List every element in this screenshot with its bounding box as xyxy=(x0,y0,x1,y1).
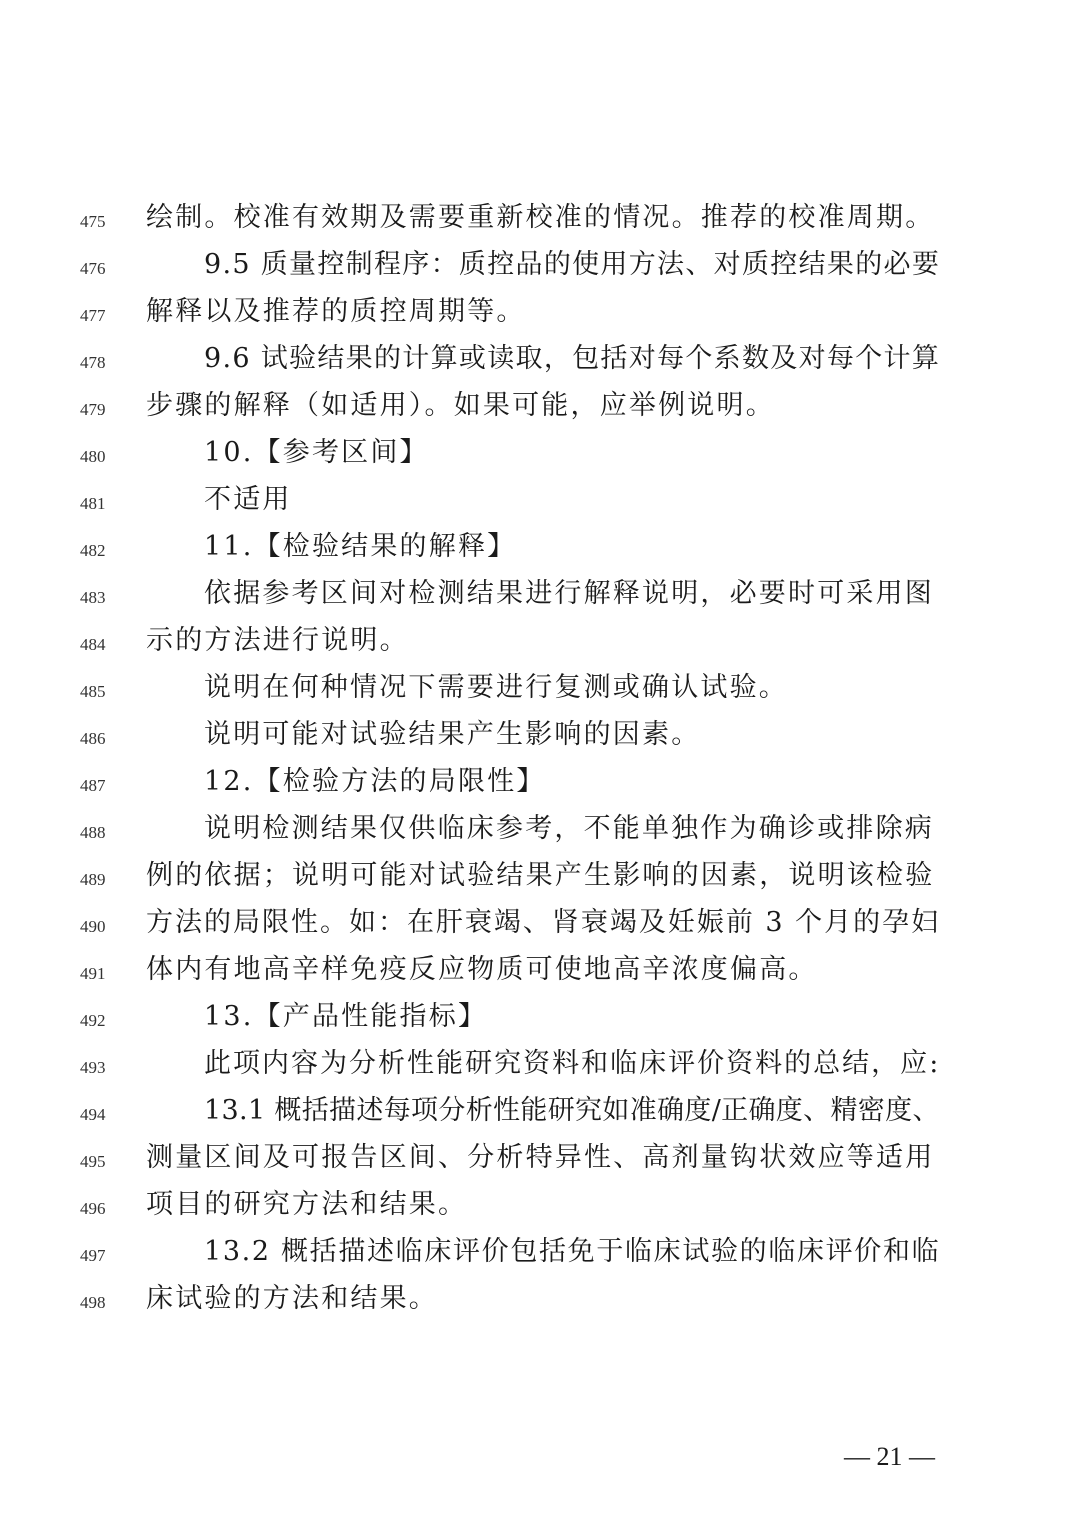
line-text: 10.【参考区间】 xyxy=(204,437,429,468)
text-line xyxy=(0,386,1080,426)
text-line xyxy=(0,856,1080,896)
line-number: 479 xyxy=(80,400,106,419)
text-line xyxy=(0,527,1080,567)
text-line xyxy=(0,903,1080,943)
line-number: 495 xyxy=(80,1152,106,1171)
text-line xyxy=(0,1138,1080,1178)
line-text: 项目的研究方法和结果。 xyxy=(146,1189,468,1220)
text-line xyxy=(0,950,1080,990)
text-line xyxy=(0,1091,1080,1131)
text-line xyxy=(0,762,1080,802)
line-number: 497 xyxy=(80,1246,106,1265)
line-text: 11.【检验结果的解释】 xyxy=(204,531,517,562)
line-text: 解释以及推荐的质控周期等。 xyxy=(146,296,526,327)
line-number: 483 xyxy=(80,588,106,607)
line-text: 例的依据；说明可能对试验结果产生影响的因素，说明该检验 xyxy=(146,860,935,891)
line-text: 绘制。校准有效期及需要重新校准的情况。推荐的校准周期。 xyxy=(146,202,935,233)
page-number: — 21 — xyxy=(844,1442,935,1471)
line-text: 13.1 概括描述每项分析性能研究如准确度/正确度、精密度、 xyxy=(204,1095,940,1126)
line-number: 493 xyxy=(80,1058,106,1077)
text-line xyxy=(0,339,1080,379)
line-text: 床试验的方法和结果。 xyxy=(146,1283,438,1314)
line-number: 481 xyxy=(80,494,106,513)
line-text: 步骤的解释（如适用）。如果可能，应举例说明。 xyxy=(146,390,775,421)
line-number: 475 xyxy=(80,212,106,231)
line-text: 说明检测结果仅供临床参考，不能单独作为确诊或排除病 xyxy=(204,813,934,844)
line-number: 498 xyxy=(80,1293,106,1312)
text-line xyxy=(0,809,1080,849)
text-line xyxy=(0,245,1080,285)
line-text: 依据参考区间对检测结果进行解释说明，必要时可采用图 xyxy=(204,578,934,609)
line-text: 说明在何种情况下需要进行复测或确认试验。 xyxy=(204,672,788,703)
line-number: 492 xyxy=(80,1011,106,1030)
line-number: 478 xyxy=(80,353,106,372)
text-line xyxy=(0,574,1080,614)
line-number: 491 xyxy=(80,964,106,983)
text-line xyxy=(0,433,1080,473)
line-text: 说明可能对试验结果产生影响的因素。 xyxy=(204,719,701,750)
line-text: 不适用 xyxy=(204,484,292,515)
text-line xyxy=(0,292,1080,332)
line-text: 9.5 质量控制程序：质控品的使用方法、对质控结果的必要 xyxy=(204,249,941,280)
line-number: 485 xyxy=(80,682,106,701)
text-line xyxy=(0,1044,1080,1084)
text-line xyxy=(0,621,1080,661)
line-number: 480 xyxy=(80,447,106,466)
line-text: 12.【检验方法的局限性】 xyxy=(204,766,546,797)
text-line xyxy=(0,1232,1080,1272)
text-line xyxy=(0,1279,1080,1319)
text-line xyxy=(0,997,1080,1037)
text-line xyxy=(0,668,1080,708)
line-number: 484 xyxy=(80,635,106,654)
text-line xyxy=(0,715,1080,755)
text-line xyxy=(0,480,1080,520)
line-number: 494 xyxy=(80,1105,106,1124)
line-text: 示的方法进行说明。 xyxy=(146,625,409,656)
line-number: 482 xyxy=(80,541,106,560)
line-number: 486 xyxy=(80,729,106,748)
line-text: 13.2 概括描述临床评价包括免于临床试验的临床评价和临 xyxy=(204,1236,941,1267)
line-number: 488 xyxy=(80,823,106,842)
line-text: 此项内容为分析性能研究资料和临床评价资料的总结，应: xyxy=(204,1048,941,1079)
line-text: 13.【产品性能指标】 xyxy=(204,1001,488,1032)
line-number: 487 xyxy=(80,776,106,795)
text-line xyxy=(0,198,1080,238)
line-number: 496 xyxy=(80,1199,106,1218)
line-number: 489 xyxy=(80,870,106,889)
text-line xyxy=(0,1185,1080,1225)
line-number: 490 xyxy=(80,917,106,936)
line-text: 体内有地高辛样免疫反应物质可使地高辛浓度偏高。 xyxy=(146,954,818,985)
line-text: 测量区间及可报告区间、分析特异性、高剂量钩状效应等适用 xyxy=(146,1142,935,1173)
line-text: 方法的局限性。如：在肝衰竭、肾衰竭及妊娠前 3 个月的孕妇 xyxy=(146,907,941,938)
line-text: 9.6 试验结果的计算或读取，包括对每个系数及对每个计算 xyxy=(204,343,941,374)
line-number: 476 xyxy=(80,259,106,278)
line-number: 477 xyxy=(80,306,106,325)
